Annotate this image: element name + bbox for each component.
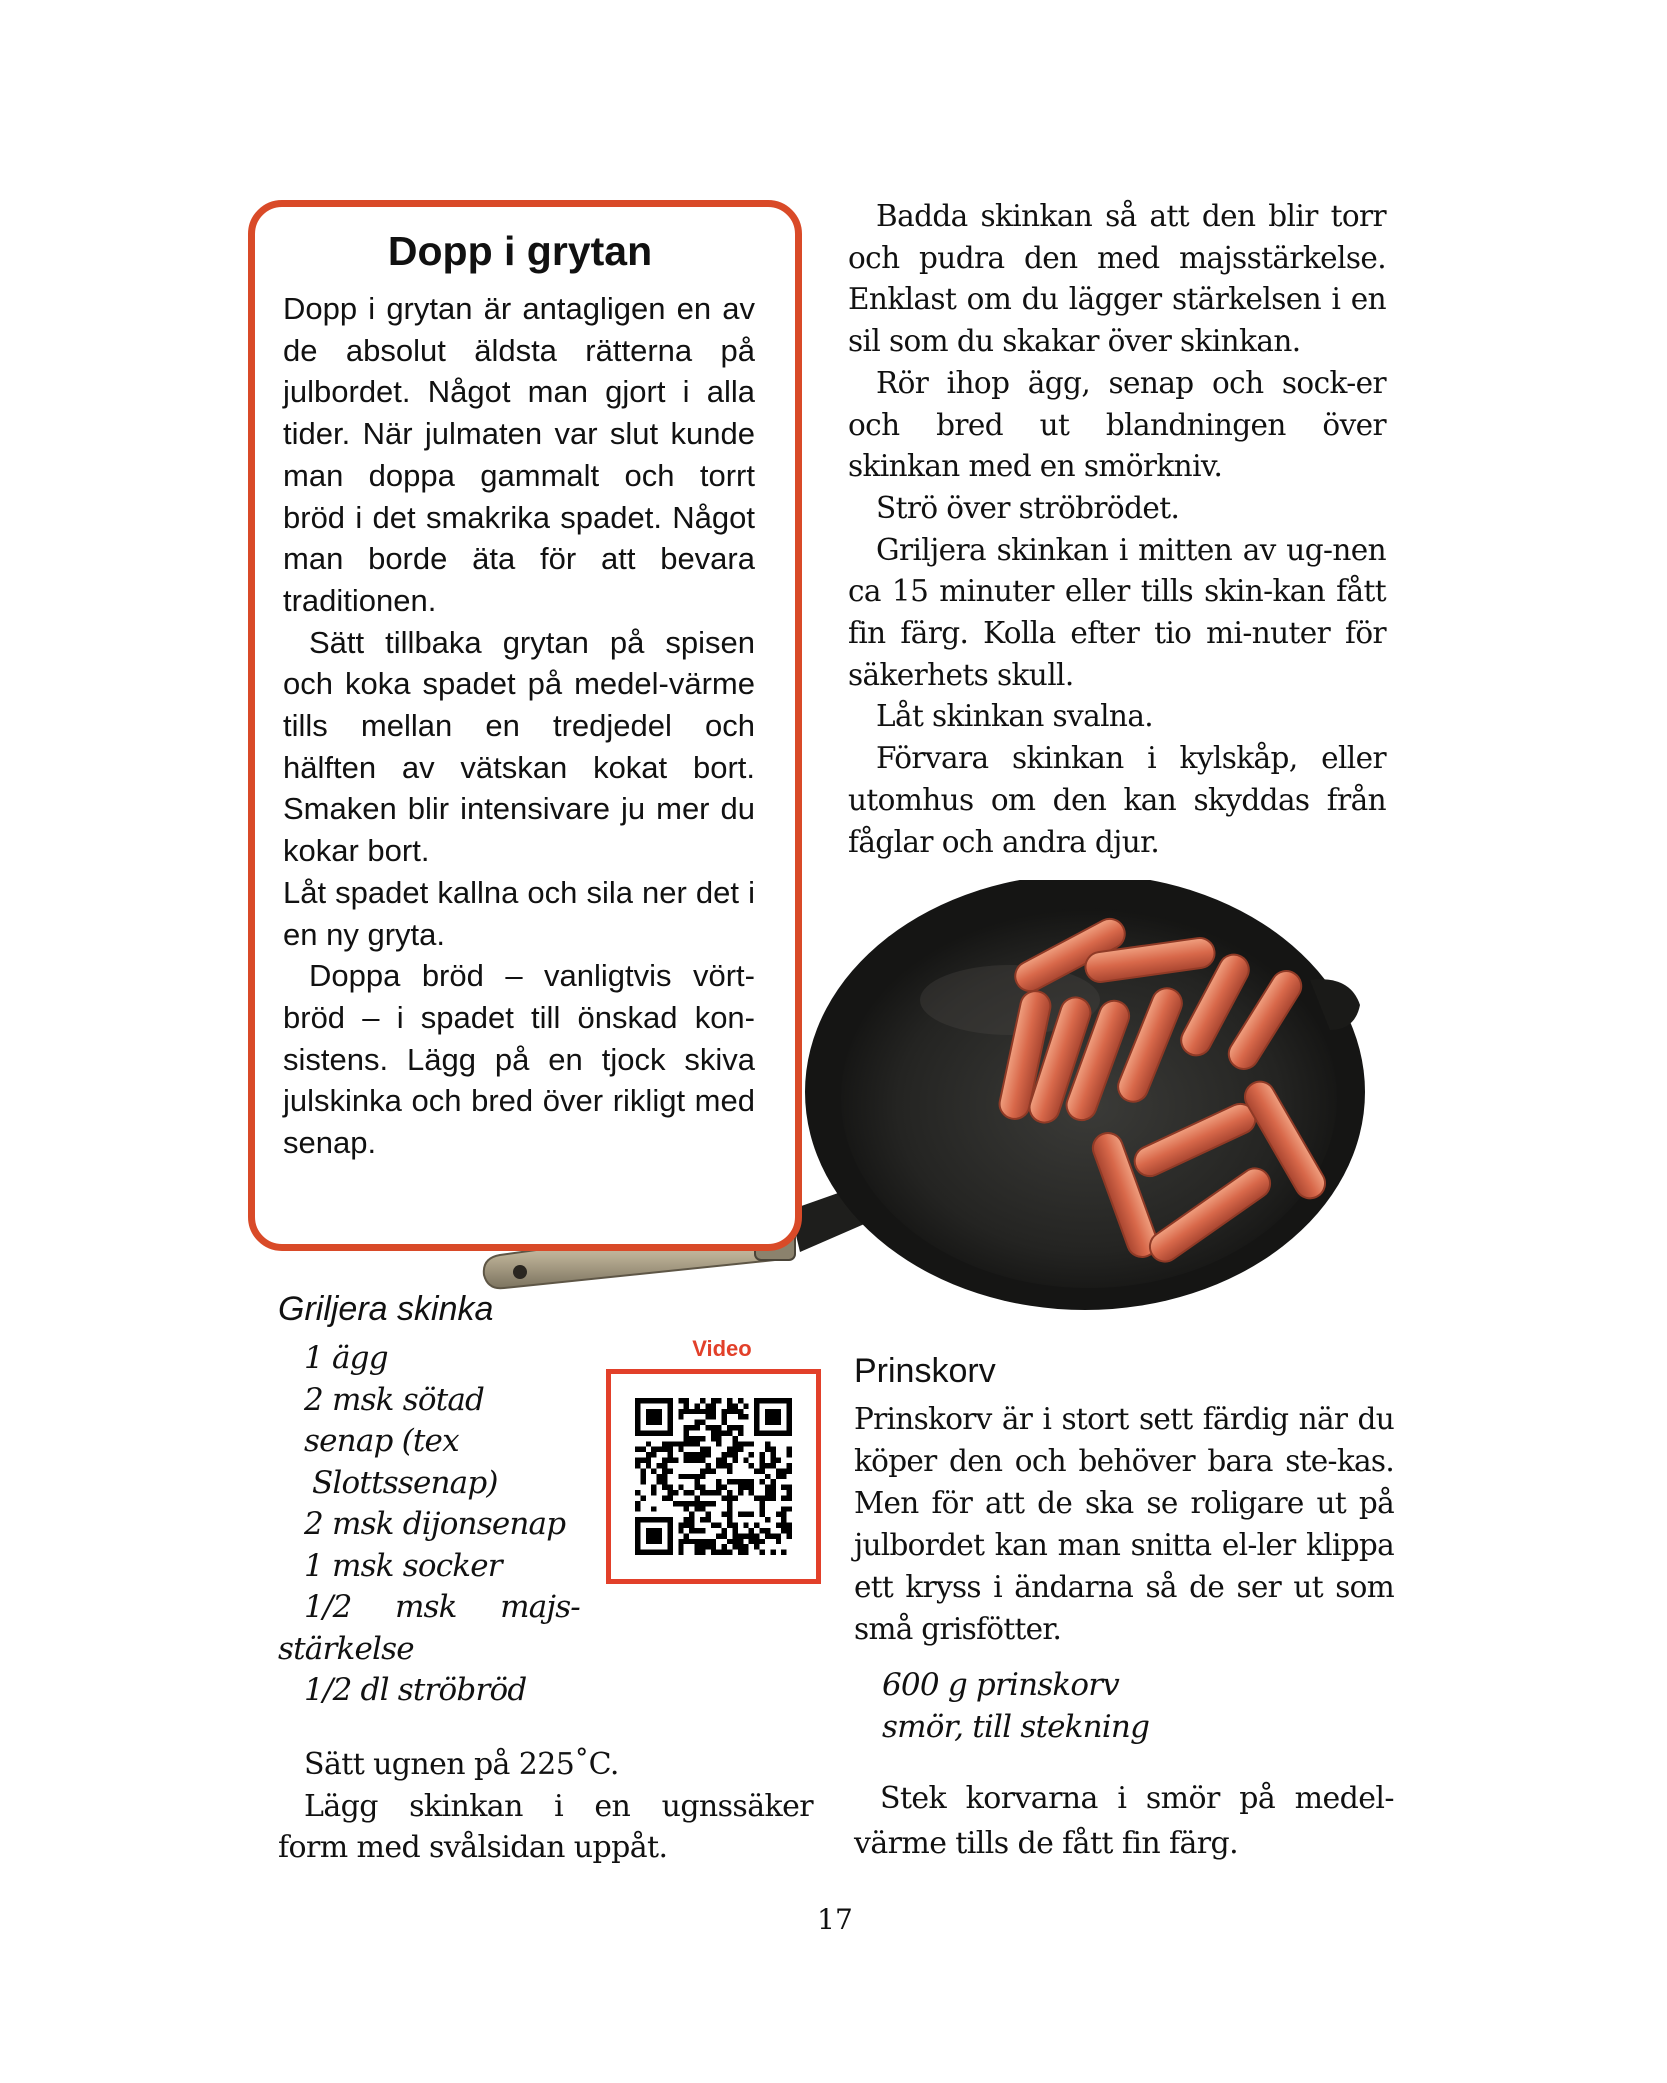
qr-code-icon	[635, 1398, 792, 1555]
box-paragraph: Sätt tillbaka grytan på spisen och koka spadet på medel-värme tills mellan en tredjedel och hälften av vätskan kokat bort. Smaken blir intensivare ju mer du kokar bort.	[283, 624, 755, 869]
ingredient-item: senap (tex	[304, 1423, 459, 1459]
prinskorv-steps	[854, 1776, 1394, 1866]
step-line	[854, 1776, 1394, 1821]
box-paragraph: Doppa bröd – vanligtvis vört-bröd – i spadet till önskad kon-sistens. Lägg på en tjock skiva julskinka och bred över rikligt med senap.	[283, 958, 755, 1161]
step-word: Lägg	[304, 1788, 378, 1824]
box-text	[283, 288, 755, 1164]
ingredient-item: smör, till stekning	[882, 1709, 1150, 1745]
ingredient-item: 1 ägg	[304, 1340, 388, 1376]
paragraph: Låt skinkan svalna.	[876, 699, 1154, 734]
step-word: Stek	[880, 1781, 947, 1816]
section-heading-griljera: Griljera skinka	[278, 1290, 494, 1328]
paragraph: Rör ihop ägg, senap och sock-er och bred ut blandningen över skinkan med en smörkniv.	[848, 365, 1386, 484]
step-word: ugnssäker	[661, 1788, 813, 1824]
step-text: form med svålsidan uppåt.	[278, 1830, 668, 1865]
step-word: på	[1239, 1781, 1276, 1816]
ingredient-item: 1/2 dl ströbröd	[304, 1672, 527, 1708]
box-paragraph: Dopp i grytan är antagligen en av de absolut äldsta rätterna på julbordet. Något man gjort i alla tider. När julmaten var slut kunde man doppa gammalt och torrt bröd i det smakrika spadet. Något man borde äta för att bevara traditionen.	[283, 291, 755, 618]
box-paragraph: Låt spadet kallna och sila ner det i en ny gryta.	[283, 874, 755, 952]
page-number: 17	[817, 1903, 853, 1936]
video-qr-code[interactable]	[606, 1369, 821, 1584]
step-word: medel-	[1294, 1781, 1394, 1816]
step-word: en	[594, 1788, 631, 1824]
ingredient-item	[278, 1587, 580, 1629]
ingredient-item: 600 g prinskorv	[882, 1667, 1119, 1703]
step-word: skinkan	[409, 1788, 523, 1824]
griljera-steps	[278, 1744, 813, 1869]
paragraph: Strö över ströbrödet.	[876, 490, 1180, 525]
ingredient-item: 2 msk sötad	[304, 1381, 485, 1418]
step-word: i	[1117, 1781, 1127, 1816]
ingredient-list	[278, 1338, 580, 1712]
video-label: Video	[692, 1336, 752, 1361]
ingredient-item: 2 msk dijonsenap	[304, 1506, 566, 1542]
step-word: korvarna	[965, 1781, 1098, 1816]
right-column-text	[848, 196, 1386, 863]
ingredient-item: stärkelse	[278, 1630, 414, 1667]
ingredient-word: msk	[394, 1589, 457, 1625]
prinskorv-text	[854, 1398, 1394, 1650]
paragraph: Prinskorv är i stort sett färdig när du köper den och behöver bara ste-kas. Men för att de ska se roligare ut på julbordet kan man snitta el-ler klippa ett kryss i ändarna så de ser ut som små grisfötter.	[854, 1402, 1394, 1646]
prinskorv-ingredients	[882, 1664, 1149, 1748]
paragraph: Förvara skinkan i kylskåp, eller utomhus om den kan skyddas från fåglar och andra djur.	[848, 741, 1386, 859]
step-text: Sätt ugnen på 225˚C.	[304, 1747, 619, 1782]
ingredient-word: majs-	[500, 1589, 580, 1625]
step-word: i	[554, 1788, 564, 1824]
section-heading-prinskorv: Prinskorv	[854, 1352, 996, 1390]
ingredient-item: Slottssenap)	[312, 1464, 498, 1501]
step-word: smör	[1145, 1781, 1220, 1816]
ingredient-word: 1/2	[304, 1589, 352, 1625]
step-line	[278, 1786, 813, 1828]
paragraph: Griljera skinkan i mitten av ug-nen ca 15 minuter eller tills skin-kan fått fin färg. Kolla efter tio mi-nuter för säkerhets skull.	[848, 532, 1386, 692]
step-text: värme tills de fått fin färg.	[854, 1826, 1239, 1861]
box-title: Dopp i grytan	[387, 228, 653, 274]
paragraph: Badda skinkan så att den blir torr och pudra den med majsstärkelse. Enklast om du lägger stärkelsen i en sil som du skakar över skinkan.	[848, 199, 1386, 359]
ingredient-item: 1 msk socker	[304, 1547, 502, 1584]
